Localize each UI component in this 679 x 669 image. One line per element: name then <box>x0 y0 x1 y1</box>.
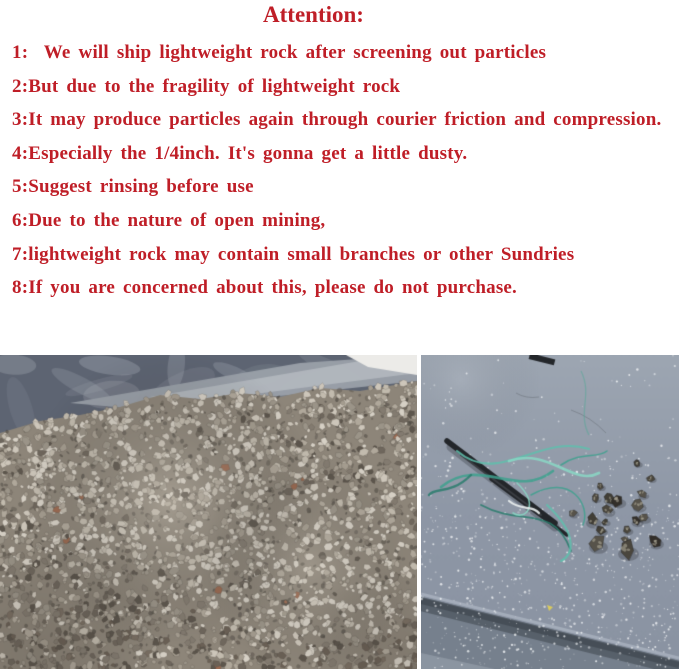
gravel-pile-image <box>0 355 417 669</box>
notice-list <box>12 36 675 305</box>
notice-line-7: 7:lightweight rock may contain small branches or other Sundries <box>12 243 575 265</box>
notice-line-3: 3:It may produce particles again through courier friction and compression. <box>12 109 662 131</box>
page-title: Attention: <box>263 2 364 27</box>
notice-line-8: 8:If you are concerned about this, please do not purchase. <box>12 277 517 299</box>
debris-photo <box>421 355 679 669</box>
notice-line-1: 1: We will ship lightweight rock after screening out particles <box>12 42 547 63</box>
notice-line-6: 6:Due to the nature of open mining, <box>12 209 326 231</box>
gravel-pile-photo <box>0 355 417 669</box>
notice-line-5: 5:Suggest rinsing before use <box>12 176 254 198</box>
notice-line-2: 2:But due to the fragility of lightweight rock <box>12 75 401 97</box>
photo-row <box>0 355 679 669</box>
notice-line-4: 4:Especially the 1/4inch. It's gonna get a little dusty. <box>12 142 468 164</box>
debris-image <box>421 355 679 669</box>
